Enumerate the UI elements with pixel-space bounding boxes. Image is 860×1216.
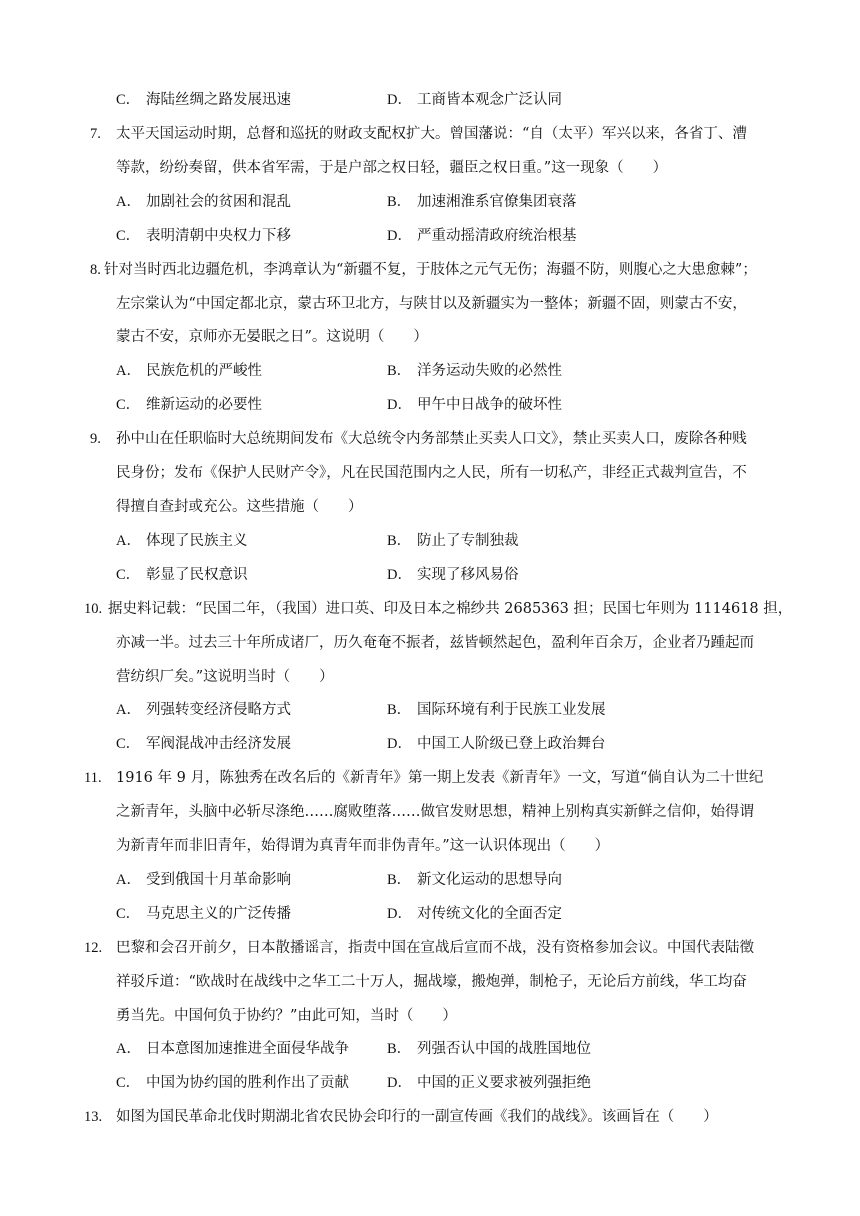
q9-stem-line-2: 民身份；发布《保护人民财产令》，凡在民国范围内之人民，所有一切私产，非经正式裁判宣告，不 [116, 465, 747, 481]
option-text: 中国的正义要求被列强拒绝 [417, 1075, 591, 1091]
q11-stem-line-2: 之新青年，头脑中必斩尽涤绝……腐败堕落……做官发财思想，精神上别构真实新鲜之信仰，始得谓 [116, 804, 754, 820]
option-letter: C． [116, 567, 141, 583]
q13-stem-line-1: 如图为国民革命北伐时期湖北省农民协会印行的一副宣传画《我们的战线》。该画旨在（ ） [116, 1109, 718, 1125]
option-letter: C． [116, 228, 141, 244]
q9-stem-line-1: 孙中山在任职临时大总统期间发布《大总统令内务部禁止买卖人口文》，禁止买卖人口，废除各种贱 [116, 431, 747, 447]
option-text: 防止了专制独裁 [417, 533, 519, 549]
q8-stem-line-1: 针对当时西北边疆危机，李鸿章认为“新疆不复，于肢体之元气无伤；海疆不防，则腹心之大患愈棘”； [104, 262, 757, 278]
option-letter: C． [116, 736, 141, 752]
q7-option-d [387, 226, 577, 246]
option-text: 马克思主义的广泛传播 [146, 906, 291, 922]
option-letter: A． [116, 702, 141, 718]
option-text: 严重动摇清政府统治根基 [417, 228, 577, 244]
q7-stem-line-2: 等款，纷纷奏留，供本省军需，于是户部之权日轻，疆臣之权日重。”这一现象（ ） [116, 160, 668, 176]
q12-option-c [116, 1073, 349, 1093]
option-text: 新文化运动的思想导向 [417, 872, 562, 888]
q6-option-d [387, 90, 562, 110]
q9-number [90, 429, 101, 449]
option-letter: A． [116, 872, 141, 888]
q12-option-a [116, 1039, 349, 1059]
option-text: 加速湘淮系官僚集团衰落 [417, 194, 577, 210]
q8-stem-line-3: 蒙古不安，京师亦无晏眠之日”。这说明（ ） [116, 329, 428, 345]
q8-option-a [116, 361, 262, 381]
option-text: 工商皆本观念广泛认同 [417, 92, 562, 108]
option-letter: B． [387, 702, 412, 718]
option-letter: B． [387, 363, 412, 379]
option-text: 维新运动的必要性 [146, 397, 262, 413]
question-number: 8. [90, 262, 101, 278]
option-letter: A． [116, 194, 141, 210]
option-text: 列强否认中国的战胜国地位 [417, 1041, 591, 1057]
q10-stem-line-2: 亦减一半。过去三十年所成诸厂，历久奄奄不振者，兹皆顿然起色，盈利年百余万，企业者乃踵起而 [116, 635, 754, 651]
q8-option-c [116, 395, 262, 415]
option-letter: B． [387, 533, 412, 549]
q10-option-b [387, 700, 606, 720]
question-number: 9. [90, 431, 101, 447]
q12-number [84, 938, 102, 958]
q9-option-b [387, 531, 519, 551]
q7-option-b [387, 192, 577, 212]
option-letter: A． [116, 363, 141, 379]
question-number: 7. [90, 126, 101, 142]
option-letter: D． [387, 92, 412, 108]
q12-stem-line-2: 祥驳斥道：“欧战时在战线中之华工二十万人，掘战壕，搬炮弹，制枪子，无论后方前线，华工均奋 [116, 974, 747, 990]
q12-stem-line-1: 巴黎和会召开前夕，日本散播谣言，指责中国在宣战后宣而不战，没有资格参加会议。中国代表陆徵 [116, 940, 754, 956]
option-letter: D． [387, 1075, 412, 1091]
q6-option-c [116, 90, 291, 110]
option-letter: B． [387, 1041, 412, 1057]
q12-option-d [387, 1073, 591, 1093]
option-letter: B． [387, 872, 412, 888]
option-letter: C． [116, 92, 141, 108]
option-letter: C． [116, 397, 141, 413]
option-text: 中国工人阶级已登上政治舞台 [417, 736, 606, 752]
option-letter: D． [387, 906, 412, 922]
option-text: 日本意图加速推进全面侵华战争 [146, 1041, 349, 1057]
option-letter: D． [387, 397, 412, 413]
option-letter: C． [116, 1075, 141, 1091]
q12-option-b [387, 1039, 591, 1059]
option-text: 海陆丝绸之路发展迅速 [146, 92, 291, 108]
option-letter: B． [387, 194, 412, 210]
q9-option-d [387, 565, 519, 585]
option-text: 列强转变经济侵略方式 [146, 702, 291, 718]
option-text: 国际环境有利于民族工业发展 [417, 702, 606, 718]
question-number: 10. [84, 601, 103, 617]
option-text: 彰显了民权意识 [146, 567, 248, 583]
option-text: 对传统文化的全面否定 [417, 906, 562, 922]
option-text: 甲午中日战争的破坏性 [417, 397, 562, 413]
q11-option-b [387, 870, 562, 890]
option-text: 加剧社会的贫困和混乱 [146, 194, 291, 210]
q8-stem-line-2: 左宗棠认为“中国定都北京，蒙古环卫北方，与陕甘以及新疆实为一整体；新疆不固，则蒙古不安， [116, 296, 747, 312]
q10-stem-line-1: 据史料记载：“民国二年，（我国）进口英、印及日本之棉纱共 2685363 担；民国七年则为 1114618 担， [108, 601, 793, 617]
q8-option-d [387, 395, 562, 415]
option-text: 体现了民族主义 [146, 533, 248, 549]
q9-option-a [116, 531, 248, 551]
option-letter: D． [387, 567, 412, 583]
question-number: 11. [84, 770, 102, 786]
q11-stem-line-3: 为新青年而非旧青年，始得谓为真青年而非伪青年。”这一认识体现出（ ） [116, 838, 610, 854]
option-text: 洋务运动失败的必然性 [417, 363, 562, 379]
q7-stem-line-1 [90, 124, 101, 144]
q10-option-a [116, 700, 291, 720]
q11-option-d [387, 904, 562, 924]
q13-number [84, 1107, 102, 1127]
option-text: 表明清朝中央权力下移 [146, 228, 291, 244]
q7-stem-line-1-text: 太平天国运动时期，总督和巡抚的财政支配权扩大。曾国藩说：“自（太平）军兴以来，各省丁、漕 [116, 126, 747, 142]
option-letter: D． [387, 228, 412, 244]
q9-stem-line-3: 得擅自查封或充公。这些措施（ ） [116, 499, 363, 515]
option-text: 受到俄国十月革命影响 [146, 872, 291, 888]
option-letter: A． [116, 533, 141, 549]
q10-stem-line-3: 营纺织厂矣。”这说明当时（ ） [116, 669, 334, 685]
q9-option-c [116, 565, 248, 585]
q7-option-a [116, 192, 291, 212]
q11-stem-line-1: 1916 年 9 月，陈独秀在改名后的《新青年》第一期上发表《新青年》一文，写道“倘自认为二十世纪 [116, 770, 764, 786]
option-letter: C． [116, 906, 141, 922]
q8-option-b [387, 361, 562, 381]
q11-option-a [116, 870, 291, 890]
question-number: 12. [84, 940, 103, 956]
q12-stem-line-3: 勇当先。中国何负于协约？”由此可知，当时（ ） [116, 1008, 457, 1024]
option-text: 民族危机的严峻性 [146, 363, 262, 379]
q10-option-d [387, 734, 606, 754]
question-number: 13. [84, 1109, 103, 1125]
q8-number [90, 260, 101, 280]
q10-option-c [116, 734, 291, 754]
q11-number [84, 768, 102, 788]
option-text: 中国为协约国的胜利作出了贡献 [146, 1075, 349, 1091]
option-text: 军阀混战冲击经济发展 [146, 736, 291, 752]
option-letter: D． [387, 736, 412, 752]
q10-number [84, 599, 102, 619]
option-letter: A． [116, 1041, 141, 1057]
q11-option-c [116, 904, 291, 924]
option-text: 实现了移风易俗 [417, 567, 519, 583]
q7-option-c [116, 226, 291, 246]
